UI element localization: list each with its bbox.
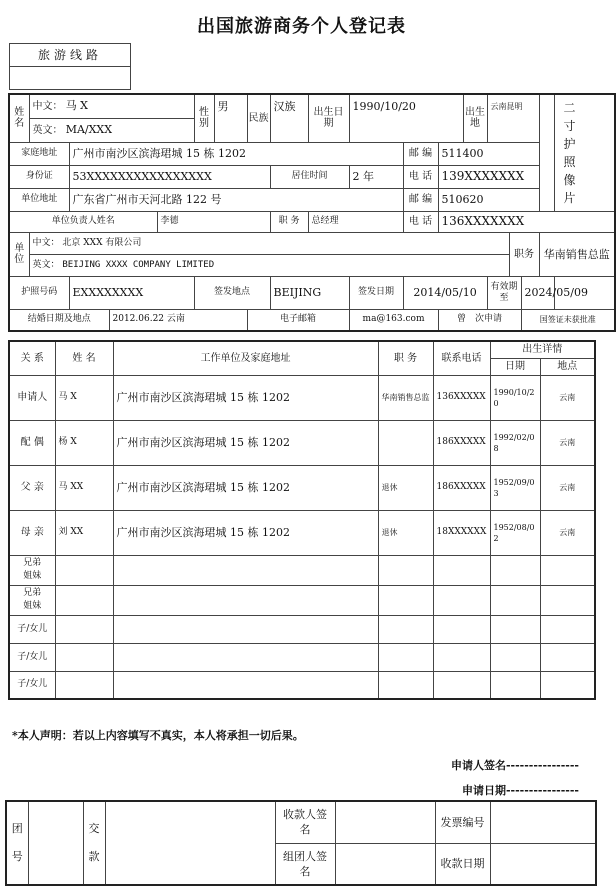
signature-line[interactable]: 申请人签名----------------	[450, 759, 579, 772]
office-table	[5, 800, 597, 886]
table-row	[9, 671, 595, 699]
birthplace-value[interactable]: 云南昆明	[487, 94, 539, 142]
row-job[interactable]	[378, 585, 433, 615]
row-address[interactable]	[113, 615, 378, 643]
row-job[interactable]	[378, 671, 433, 699]
row-job[interactable]	[378, 615, 433, 643]
header-job: 职 务	[378, 341, 433, 375]
row-job[interactable]: 退休	[378, 510, 433, 555]
name-en-value: MA/XXX	[65, 123, 113, 136]
unit-head-value[interactable]: 李德	[157, 211, 270, 232]
marriage-label: 结婚日期及地点	[9, 309, 109, 331]
home-address-value[interactable]: 广州市南沙区滨海珺城 15 栋 1202	[69, 142, 403, 165]
row-name[interactable]	[55, 585, 113, 615]
row-phone[interactable]: 186XXXXX	[433, 420, 490, 465]
header-work: 工作单位及家庭地址	[113, 341, 378, 375]
row-name[interactable]: 刘 XX	[55, 510, 113, 555]
row-address[interactable]: 广州市南沙区滨海珺城 15 栋 1202	[113, 465, 378, 510]
row-address[interactable]	[113, 555, 378, 585]
header-birth-date: 日期	[490, 358, 540, 375]
row-date[interactable]: 1990/10/20	[490, 375, 540, 420]
name-label: 姓名	[9, 94, 29, 142]
table-row	[9, 615, 595, 643]
form-title: 出国旅游商务个人登记表	[197, 16, 406, 37]
row-name[interactable]	[55, 671, 113, 699]
row-place[interactable]	[540, 585, 595, 615]
row-place[interactable]: 云南	[540, 465, 595, 510]
group-value[interactable]	[28, 801, 83, 885]
invoice-value[interactable]	[490, 801, 596, 843]
ethnic-value[interactable]: 汉族	[270, 94, 308, 142]
id-value[interactable]: 53XXXXXXXXXXXXXXXX	[69, 165, 270, 188]
row-relation: 子/女儿	[9, 671, 55, 699]
row-name[interactable]	[55, 555, 113, 585]
row-name[interactable]: 马 XX	[55, 465, 113, 510]
row-place[interactable]	[540, 671, 595, 699]
home-address-label: 家庭地址	[9, 142, 69, 165]
group-label: 团号	[6, 801, 28, 885]
unit-label: 单位	[9, 232, 29, 276]
row-name[interactable]: 杨 X	[55, 420, 113, 465]
issue-date-value[interactable]: 2014/05/10	[403, 276, 487, 309]
unit-en-field[interactable]	[29, 254, 509, 276]
row-place[interactable]	[540, 555, 595, 585]
birthdate-value[interactable]: 1990/10/20	[349, 94, 463, 142]
name-cn-label: 中文：	[32, 101, 63, 113]
expiry-label: 有效期至	[487, 276, 521, 309]
row-place[interactable]	[540, 615, 595, 643]
table-row	[9, 420, 595, 465]
header-phone: 联系电话	[433, 341, 490, 375]
name-cn-value: 马 X	[65, 99, 89, 113]
expiry-value[interactable]: 2024/05/09	[521, 276, 554, 309]
row-relation: 申请人	[9, 375, 55, 420]
unit-head-label: 单位负责人姓名	[9, 211, 157, 232]
row-address[interactable]: 广州市南沙区滨海珺城 15 栋 1202	[113, 375, 378, 420]
row-date[interactable]: 1952/09/03	[490, 465, 540, 510]
row-phone[interactable]	[433, 671, 490, 699]
payee-value[interactable]	[335, 801, 435, 843]
birthplace-label: 出生地	[463, 94, 487, 142]
job-label: 职务	[509, 232, 539, 276]
unit-en-label: 英文：	[32, 259, 60, 270]
ethnic-label: 民族	[247, 94, 270, 142]
name-cn-field[interactable]	[29, 94, 194, 118]
row-date[interactable]	[490, 643, 540, 671]
row-phone[interactable]: 136XXXXX	[433, 375, 490, 420]
home-postcode-label: 邮 编	[403, 142, 438, 165]
table-row	[9, 643, 595, 671]
row-date[interactable]	[490, 671, 540, 699]
row-relation: 母 亲	[9, 510, 55, 555]
employer-phone-label: 电 话	[403, 211, 438, 232]
invoice-label: 发票编号	[435, 801, 490, 843]
email-label: 电子邮箱	[247, 309, 349, 331]
apply-date-line[interactable]: 申请日期----------------	[461, 784, 579, 797]
name-en-field[interactable]	[29, 118, 194, 142]
row-job[interactable]	[378, 420, 433, 465]
passport-no-value[interactable]: EXXXXXXXX	[69, 276, 194, 309]
main-form-table	[8, 93, 616, 332]
row-phone[interactable]: 186XXXXX	[433, 465, 490, 510]
payment-value[interactable]	[105, 801, 275, 885]
row-phone[interactable]	[433, 615, 490, 643]
row-relation: 子/女儿	[9, 615, 55, 643]
row-name[interactable]	[55, 643, 113, 671]
header-birth: 出生详情	[490, 341, 595, 358]
residence-value[interactable]: 2 年	[349, 165, 403, 188]
unit-cn-value: 北京 XXX 有限公司	[62, 237, 142, 248]
visa-status[interactable]: 国签证未获批准	[521, 309, 615, 331]
row-job[interactable]	[378, 555, 433, 585]
unit-en-value: BEIJING XXXX COMPANY LIMITED	[62, 259, 215, 270]
row-phone[interactable]	[433, 643, 490, 671]
row-phone[interactable]	[433, 555, 490, 585]
job-value[interactable]: 华南销售总监	[539, 232, 615, 276]
issue-place-value[interactable]: BEIJING	[270, 276, 349, 309]
row-place[interactable]: 云南	[540, 510, 595, 555]
unit-cn-label: 中文：	[32, 237, 60, 248]
table-row	[9, 555, 595, 585]
header-birth-place: 地点	[540, 358, 595, 375]
row-address[interactable]	[113, 671, 378, 699]
employer-address-label: 单位地址	[9, 188, 69, 211]
row-relation: 父 亲	[9, 465, 55, 510]
row-date[interactable]: 1992/02/08	[490, 420, 540, 465]
row-date[interactable]	[490, 585, 540, 615]
issue-date-label: 签发日期	[349, 276, 403, 309]
row-date[interactable]	[490, 555, 540, 585]
row-relation: 子/女儿	[9, 643, 55, 671]
home-phone-label: 电 话	[403, 165, 438, 188]
table-row	[9, 510, 595, 555]
row-address[interactable]: 广州市南沙区滨海珺城 15 栋 1202	[113, 420, 378, 465]
receipt-date-value[interactable]	[490, 843, 596, 885]
row-phone[interactable]: 18XXXXXX	[433, 510, 490, 555]
marriage-value[interactable]: 2012.06.22 云南	[109, 309, 247, 331]
table-row	[9, 465, 595, 510]
header-name: 姓 名	[55, 341, 113, 375]
family-table	[8, 340, 596, 700]
route-box	[9, 43, 131, 90]
payment-label: 交款	[83, 801, 105, 885]
row-job[interactable]	[378, 643, 433, 671]
row-phone[interactable]	[433, 585, 490, 615]
route-label: 旅游线路	[10, 44, 130, 67]
row-address[interactable]	[113, 585, 378, 615]
home-postcode-value[interactable]: 511400	[438, 142, 554, 165]
employer-postcode-label: 邮 编	[403, 188, 438, 211]
gender-value[interactable]: 男	[214, 94, 247, 142]
unit-cn-field[interactable]	[29, 232, 509, 254]
header-relation: 关 系	[9, 341, 55, 375]
route-value-field[interactable]	[10, 67, 130, 89]
unit-position-value[interactable]: 总经理	[308, 211, 403, 232]
row-relation: 兄弟姐妹	[9, 555, 55, 585]
row-date[interactable]: 1952/08/02	[490, 510, 540, 555]
employer-address-value[interactable]: 广东省广州市天河北路 122 号	[69, 188, 403, 211]
photo-text: 二寸护照像片	[563, 100, 576, 205]
row-job[interactable]: 退休	[378, 465, 433, 510]
table-row	[9, 585, 595, 615]
unit-position-label: 职 务	[270, 211, 308, 232]
applied-label: 曾 次申请	[438, 309, 521, 331]
row-name[interactable]: 马 X	[55, 375, 113, 420]
row-place[interactable]	[540, 643, 595, 671]
row-job[interactable]: 华南销售总监	[378, 375, 433, 420]
id-label: 身份证	[9, 165, 69, 188]
row-relation: 兄弟姐妹	[9, 585, 55, 615]
declaration-text: *本人声明：若以上内容填写不真实，本人将承担一切后果。	[12, 729, 304, 742]
email-value[interactable]: ma@163.com	[349, 309, 438, 331]
row-relation: 配 偶	[9, 420, 55, 465]
passport-no-label: 护照号码	[9, 276, 69, 309]
table-row	[9, 375, 595, 420]
row-address[interactable]	[113, 643, 378, 671]
birthdate-label: 出生日期	[308, 94, 349, 142]
row-address[interactable]: 广州市南沙区滨海珺城 15 栋 1202	[113, 510, 378, 555]
home-phone-value[interactable]: 139XXXXXXX	[438, 165, 554, 188]
employer-postcode-value[interactable]: 510620	[438, 188, 554, 211]
row-name[interactable]	[55, 615, 113, 643]
residence-label: 居住时间	[270, 165, 349, 188]
row-place[interactable]: 云南	[540, 420, 595, 465]
organizer-value[interactable]	[335, 843, 435, 885]
receipt-date-label: 收款日期	[435, 843, 490, 885]
row-date[interactable]	[490, 615, 540, 643]
payee-label: 收款人签名	[275, 801, 335, 843]
organizer-label: 组团人签名	[275, 843, 335, 885]
row-place[interactable]: 云南	[540, 375, 595, 420]
issue-place-label: 签发地点	[194, 276, 270, 309]
gender-label: 性别	[194, 94, 214, 142]
name-en-label: 英文：	[32, 125, 63, 136]
employer-phone-value[interactable]: 136XXXXXXX	[438, 211, 615, 232]
